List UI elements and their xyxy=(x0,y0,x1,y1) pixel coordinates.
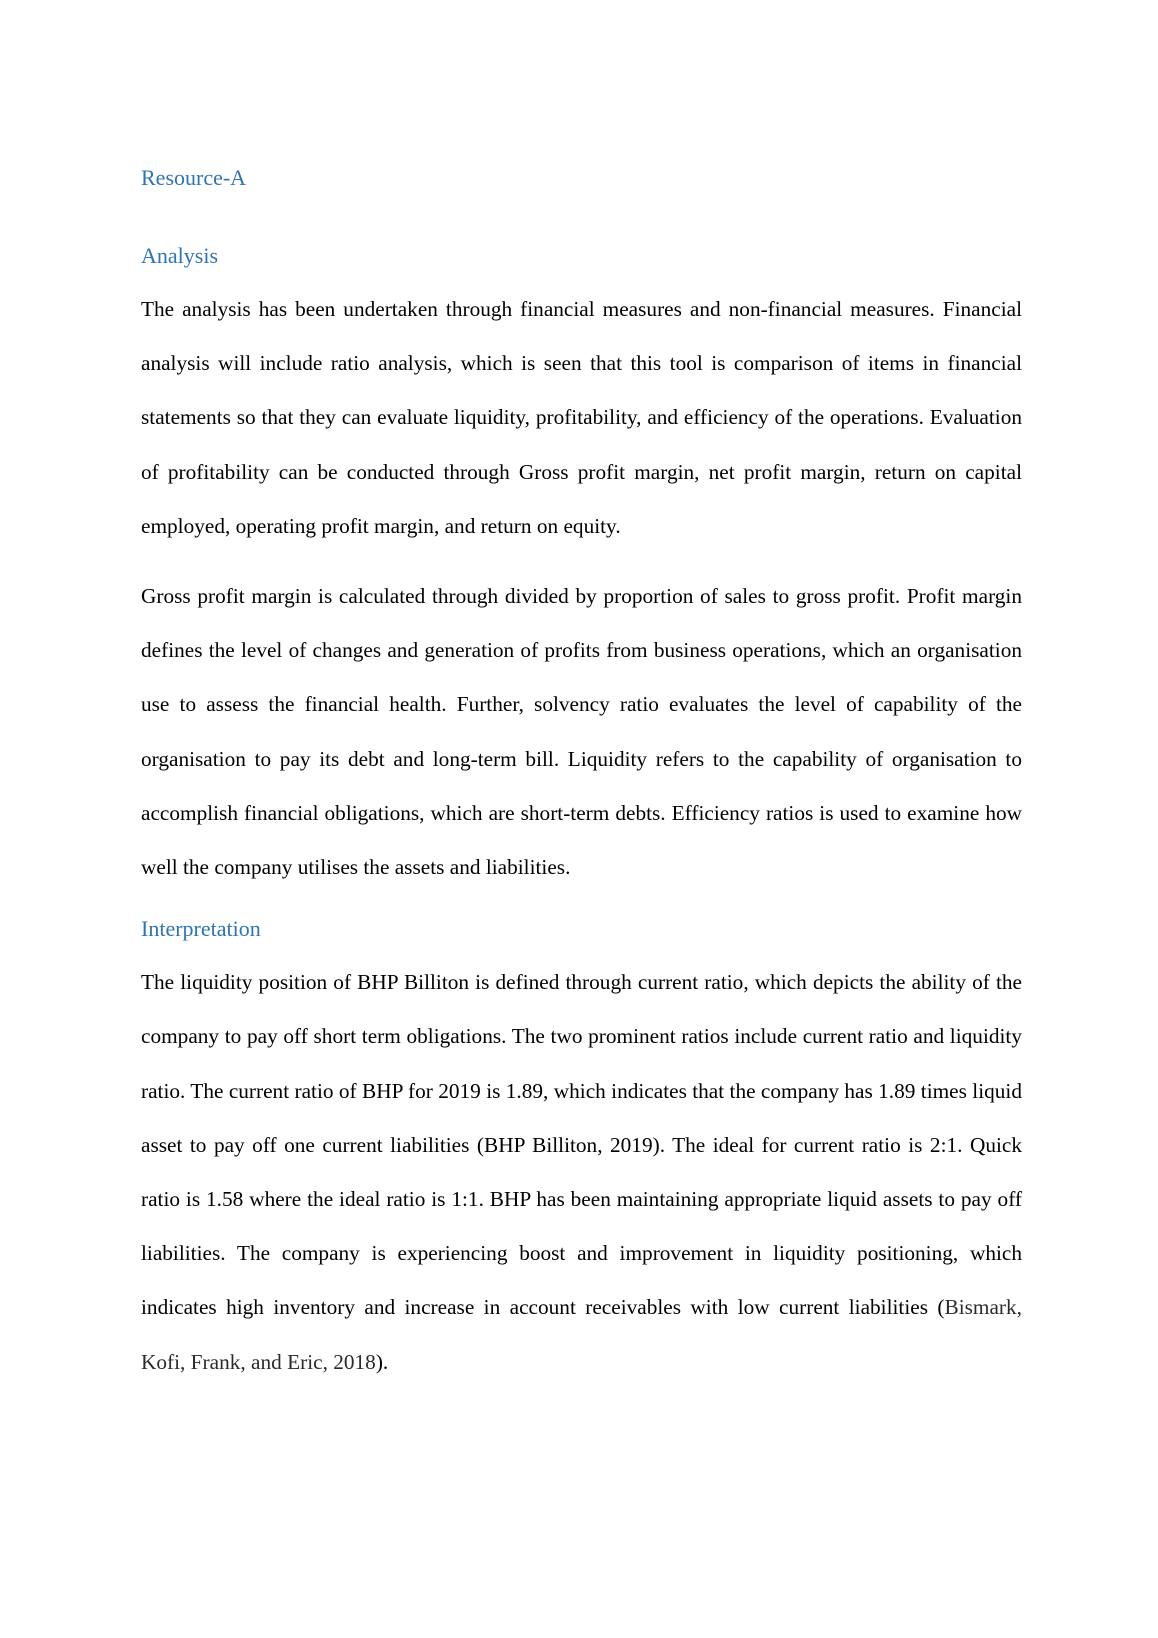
interpretation-heading: Interpretation xyxy=(141,916,261,942)
citation-text: Bismark, Kofi, Frank, and Eric, 2018 xyxy=(141,1295,1022,1374)
interpretation-end: ). xyxy=(375,1349,389,1374)
interpretation-paragraph xyxy=(141,955,1022,1389)
analysis-heading: Analysis xyxy=(141,243,218,268)
resource-heading: Resource-A xyxy=(141,165,247,190)
document-body xyxy=(141,160,1022,1389)
interpretation-text: The liquidity position of BHP Billiton is defined through current ratio, which depicts the ability of the company to pay off short term obligations. The two prominent ratios include current ratio and liquidity ratio. The current ratio of BHP for 2019 is 1.89, which indicates that the company has 1.89 times liquid asset to pay off one current liabilities (BHP Billiton, 2019). The ideal for current ratio is 2:1. Quick ratio is 1.58 where the ideal ratio is 1:1. BHP has been maintaining appropriate liquid assets to pay off liabilities. The company is experiencing boost and improvement in liquidity positioning, which indicates high inventory and increase in account receivables with low current liabilities ( xyxy=(141,970,1022,1320)
analysis-paragraph-1: The analysis has been undertaken through financial measures and non-financial measures. Financial analysis will include ratio analysis, which is seen that this tool is comparison of items in financial statements so that they can evaluate liquidity, profitability, and efficiency of the operations. Evaluation of profitability can be conducted through Gross profit margin, net profit margin, return on capital employed, operating profit margin, and return on equity. xyxy=(141,297,1022,538)
analysis-paragraph-2: Gross profit margin is calculated through divided by proportion of sales to gross profit. Profit margin defines the level of changes and generation of profits from business operations, which an organisation use to assess the financial health. Further, solvency ratio evaluates the level of capability of the organisation to pay its debt and long-term bill. Liquidity refers to the capability of organisation to accomplish financial obligations, which are short-term debts. Efficiency ratios is used to examine how well the company utilises the assets and liabilities. xyxy=(141,584,1022,880)
